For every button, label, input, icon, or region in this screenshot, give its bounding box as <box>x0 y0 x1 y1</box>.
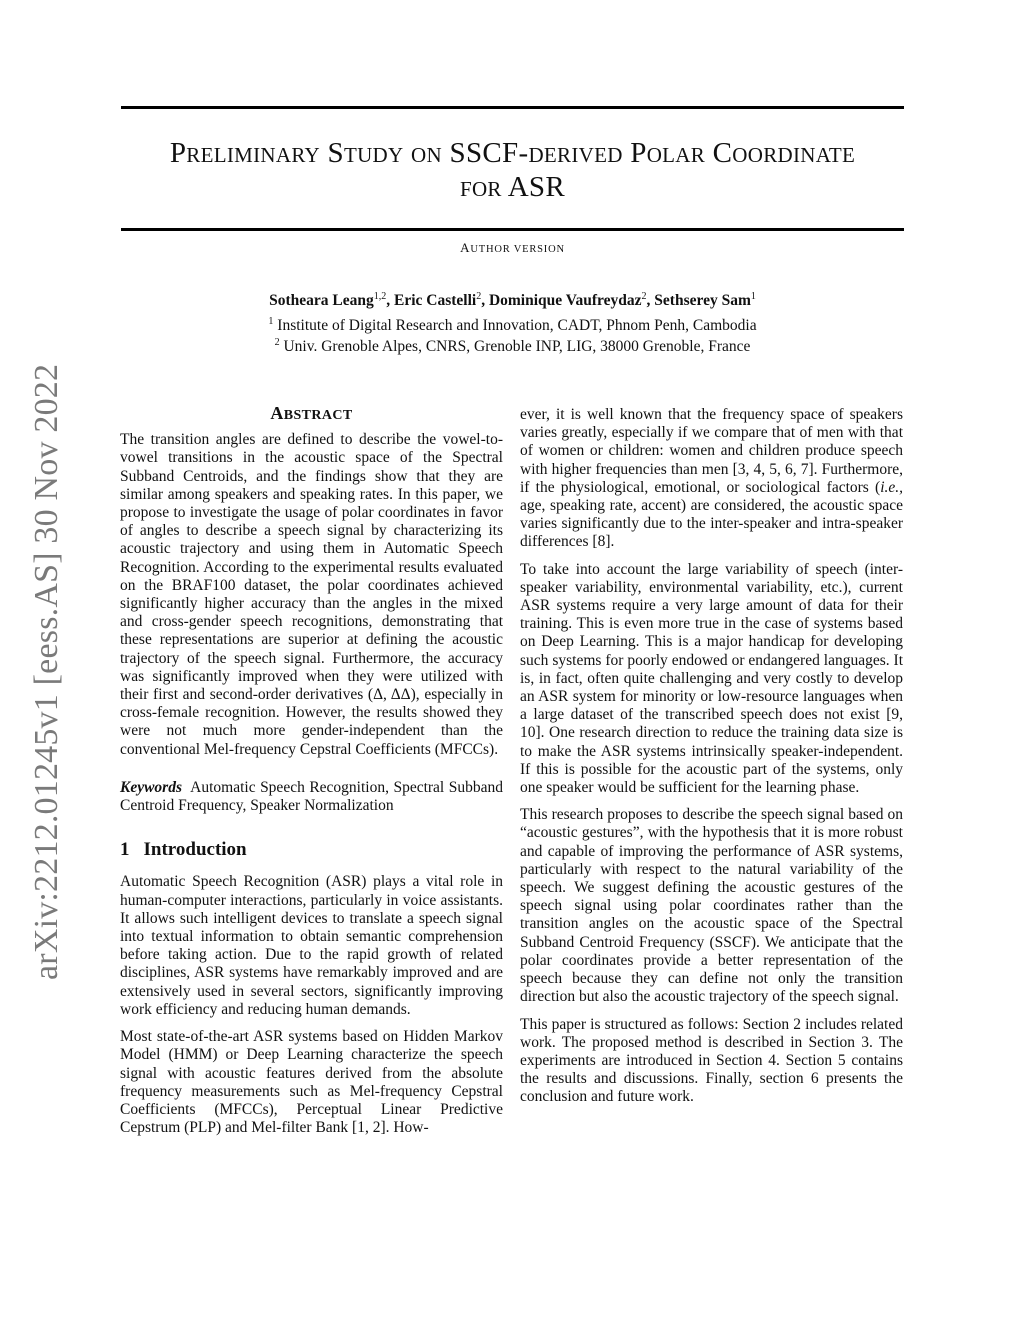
keywords-text: Automatic Speech Recognition, Spectral Subband Centroid Frequency, Speaker Normalization <box>120 778 503 815</box>
author-name: Sethserey Sam <box>654 292 751 310</box>
affiliation-text: Institute of Digital Research and Innovation, CADT, Phnom Penh, Cambodia <box>277 317 757 335</box>
right-column <box>520 406 903 1116</box>
author-affil-mark: 2 <box>641 291 647 302</box>
keywords-label: Keywords <box>120 778 182 796</box>
author-name: Sotheara Leang <box>269 292 374 310</box>
keywords <box>120 779 503 815</box>
author-version-label: AUTHOR VERSION <box>460 240 565 255</box>
affiliation-mark: 2 <box>274 337 280 348</box>
affiliation-mark: 1 <box>268 316 274 327</box>
arxiv-stamp: arXiv:2212.01245v1 [eess.AS] 30 Nov 2022 <box>28 363 65 980</box>
paragraph: Automatic Speech Recognition (ASR) plays a vital role in human-computer interactions, particularly in voice assistants. It allows such intelligent devices to translate a speech signal into textual information to obtain semantic comprehension before taking action. Due to the rapid growth of related disciplines, ASR systems have remarkably improved and are extensively used in several sectors, significantly improving work efficiency and reducing human demands. <box>120 873 503 1018</box>
author-list: Sotheara Leang$^{1,2}$, Eric Castelli$^2$, Dominique Vaufreydaz$^2$, Sethserey Sam$^1$ <box>269 291 756 310</box>
abstract-heading: ABSTRACT <box>270 403 353 423</box>
title-word: STUDY <box>327 137 404 169</box>
bottom-rule <box>121 228 904 231</box>
title-word: POLAR <box>630 137 706 169</box>
title-word: PRELIMINARY <box>169 137 320 169</box>
section-title: Introduction <box>143 839 247 861</box>
title-word: ON <box>411 143 442 167</box>
top-rule <box>121 106 904 109</box>
paper-title-line-1 <box>121 136 904 172</box>
affiliation-text: Univ. Grenoble Alpes, CNRS, Grenoble INP, LIG, 38000 Grenoble, France <box>283 338 751 356</box>
section-number: 1 <box>120 839 130 861</box>
paragraph: ever, it is well known that the frequency space of speakers varies greatly, especially if we compare that of men with that of women or children: women and children produce speech with higher frequencies than men [3, 4, 5, 6, 7]. Furthermore, if the physiological, emotional, or sociological factors (i.e., age, speaking rate, accent) are considered, the acoustic space varies significantly due to the inter-speaker and intra-speaker differences [8]. <box>520 406 903 551</box>
paragraph: Most state-of-the-art ASR systems based on Hidden Markov Model (HMM) or Deep Learning characterize the speech signal with acoustic features derived from the absolute frequency measurements such as Mel-frequency Cepstral Coefficients (MFCCs), Perceptual Linear Predictive Cepstrum (PLP) and Mel-filter Bank [1, 2]. How- <box>120 1028 503 1137</box>
author-name: Eric Castelli <box>393 292 477 310</box>
left-column <box>120 404 503 1146</box>
author-affil-mark: 2 <box>476 291 482 302</box>
paragraph: To take into account the large variability of speech (inter-speaker variability, environmental variability, etc.), current ASR systems require a very large amount of data for their training. This is even more true in the case of systems based on Deep Learning. This is a major handicap for developing such systems for poorly endowed or endangered languages. It is, in fact, often quite challenging and very costly to develop an ASR system for minority or low-resource languages when a large dataset of the transcribed speech does not exist [9, 10]. One research direction to reduce the training data size is to make the ASR systems intrinsically speaker-independent. If this is possible for the acoustic part of the systems, only one speaker would be sufficient for the learning phase. <box>520 560 903 797</box>
author-affil-mark: 1 <box>750 291 756 302</box>
title-word: FOR <box>459 177 502 201</box>
paragraph: This research proposes to describe the speech signal based on “acoustic gestures”, with the hypothesis that it is more robust and capable of improving the performance of ASR systems, particularly with respect to the natural variability of the speech. We suggest defining the acoustic gestures of the speech signal using polar coordinates rather than the transition angles on the acoustic space of the Spectral Subband Centroid Frequency (SSCF). We anticipate that the polar coordinates provide a better representation of the speech because they can define not only the transition direction but also the acoustic trajectory of the speech signal. <box>520 806 903 1006</box>
paper-title-line-2 <box>121 170 904 206</box>
author-name: Dominique Vaufreydaz <box>488 292 642 310</box>
title-word: SSCF-DERIVED <box>449 137 623 169</box>
paragraph: This paper is structured as follows: Section 2 includes related work. The proposed method is described in Section 3. The experiments are introduced in Section 4. Section 5 contains the results and discussions. Finally, section 6 presents the conclusion and future work. <box>520 1015 903 1106</box>
author-affil-mark: 1,2 <box>373 291 387 302</box>
affiliation-1 <box>121 316 904 335</box>
title-word: COORDINATE <box>712 137 856 169</box>
section-heading-introduction <box>120 841 503 859</box>
affiliation-2 <box>121 337 904 356</box>
title-word: ASR <box>507 171 566 203</box>
abstract-text: The transition angles are defined to describe the vowel-to-vowel transitions in the acoustic space of the Spectral Subband Centroids, and the findings show that they are similar among speakers and speaking rates. In this paper, we propose to investigate the usage of polar coordinates in favor of angles to describe a speech signal by characterizing its acoustic trajectory and using them in Automatic Speech Recognition. According to the experimental results evaluated on the BRAF100 dataset, the polar coordinates achieved significantly higher accuracy than the angles in the mixed and cross-gender speech recognitions, demonstrating that these representations are superior at defining the acoustic trajectory of the speech signal. Furthermore, the accuracy was significantly improved when they were utilized with their first and second-order derivatives (Δ, ΔΔ), especially in cross-female recognition. However, the results showed they were not much more gender-independent than the conventional Mel-frequency Cepstral Coefficients (MFCCs). <box>120 431 503 758</box>
